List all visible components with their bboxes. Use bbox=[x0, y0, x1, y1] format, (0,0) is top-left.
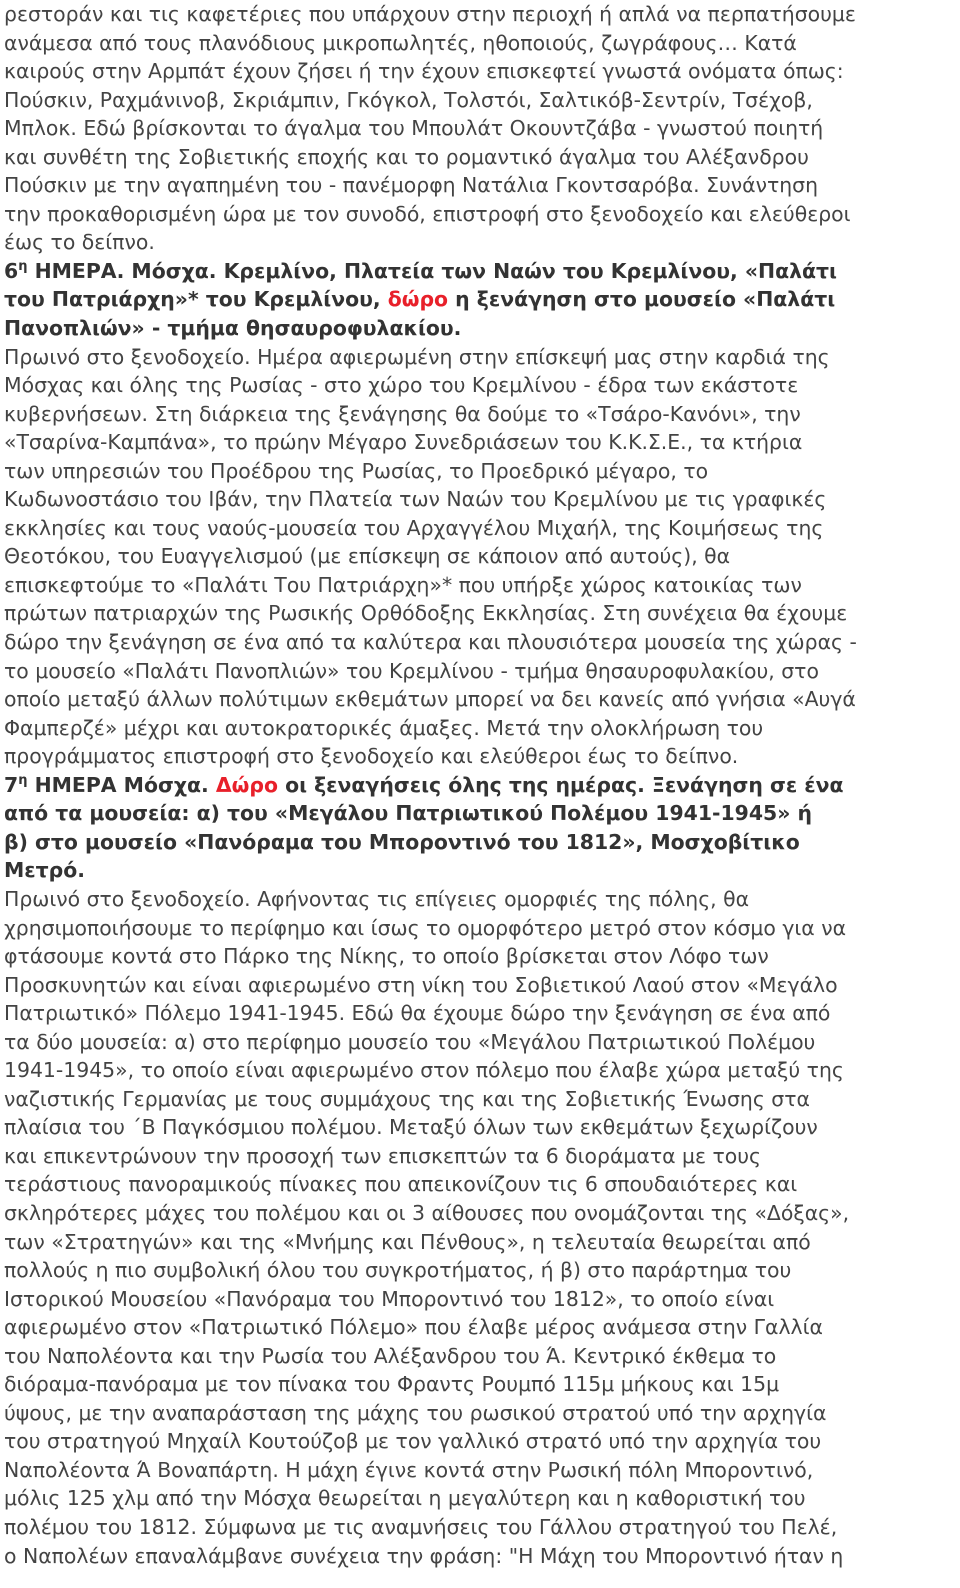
text-line: «Τσαρίνα-Καμπάνα», το πρώην Μέγαρο Συνεδριάσεων του Κ.Κ.Σ.Ε., τα κτήρια bbox=[4, 430, 803, 455]
text-line: σκληρότερες μάχες του πολέμου και οι 3 αίθουσες που ονομάζονται της «Δόξας», bbox=[4, 1200, 850, 1225]
document-page bbox=[4, 0, 954, 1570]
text-line: χρησιμοποιήσουμε το περίφημο και ίσως το ομορφότερο μετρό στον κόσμο για να bbox=[4, 915, 847, 940]
heading-text: η ξενάγηση στο μουσείο «Παλάτι bbox=[448, 287, 836, 312]
day-number: 6 bbox=[4, 258, 19, 283]
text-line: Προσκυνητών και είναι αφιερωμένο στη νίκη του Σοβιετικού Λαού στον «Μεγάλο bbox=[4, 972, 838, 997]
text-line: Πούσκιν με την αγαπημένη του - πανέμορφη Νατάλια Γκοντσαρόβα. Συνάντηση bbox=[4, 173, 819, 198]
text-line: Πατριωτικό» Πόλεμο 1941-1945. Εδώ θα έχουμε δώρο την ξενάγηση σε ένα από bbox=[4, 1001, 831, 1026]
gift-highlight: δώρο bbox=[387, 287, 449, 312]
text-line: Θεοτόκου, του Ευαγγελισμού (με επίσκεψη σε κάποιον από αυτούς), θα bbox=[4, 544, 731, 569]
text-line: του Ναπολέοντα και την Ρωσία του Αλέξανδρου του Ά. Κεντρικό έκθεμα το bbox=[4, 1343, 777, 1368]
text-line: έως το δείπνο. bbox=[4, 230, 155, 255]
text-line: πλαίσια του ΄Β Παγκόσμιου πολέμου. Μεταξύ όλων των εκθεμάτων ξεχωρίζουν bbox=[4, 1115, 818, 1140]
intro-paragraph bbox=[4, 0, 954, 257]
heading-text: Μετρό. bbox=[4, 858, 86, 883]
text-line: ρεστοράν και τις καφετέριες που υπάρχουν στην περιοχή ή απλά να περπατήσουμε bbox=[4, 2, 856, 26]
day-number: 7 bbox=[4, 772, 19, 797]
text-line: Πούσκιν, Ραχμάνινοβ, Σκριάμπιν, Γκόγκολ, Τολστόι, Σαλτικόβ-Σεντρίν, Τσέχοβ, bbox=[4, 87, 813, 112]
heading-text: ΗΜΕΡΑ. Μόσχα. Κρεμλίνο, Πλατεία των Ναών του Κρεμλίνου, «Παλάτι bbox=[27, 258, 837, 283]
heading-text: από τα μουσεία: α) του «Μεγάλου Πατριωτικού Πολέμου 1941-1945» ή bbox=[4, 801, 813, 826]
ordinal-suffix: η bbox=[18, 258, 28, 274]
text-line: και συνθέτη της Σοβιετικής εποχής και το ρομαντικό άγαλμα του Αλέξανδρου bbox=[4, 144, 809, 169]
text-line: πολλούς η πιο συμβολική όλου του συγκροτήματος, ή β) στο παράρτημα του bbox=[4, 1258, 792, 1283]
text-line: εκκλησίες και τους ναούς-μουσεία του Αρχαγγέλου Μιχαήλ, της Κοιμήσεως της bbox=[4, 515, 824, 540]
text-line: δώρο την ξενάγηση σε ένα από τα καλύτερα και πλουσιότερα μουσεία της χώρας - bbox=[4, 630, 857, 655]
text-line: Μόσχας και όλης της Ρωσίας - στο χώρο του Κρεμλίνου - έδρα των εκάστοτε bbox=[4, 373, 799, 398]
text-line: Κωδωνοστάσιο του Ιβάν, την Πλατεία των Ναών του Κρεμλίνου με τις γραφικές bbox=[4, 487, 827, 512]
text-line: και επικεντρώνουν την προσοχή των επισκεπτών τα 6 διοράματα με τους bbox=[4, 1143, 762, 1168]
text-line: πρώτων πατριαρχών της Ρωσικής Ορθόδοξης Εκκλησίας. Στη συνέχεια θα έχουμε bbox=[4, 601, 848, 626]
text-line: φτάσουμε κοντά στο Πάρκο της Νίκης, το οποίο βρίσκεται στον Λόφο των bbox=[4, 944, 769, 969]
day6-heading bbox=[4, 257, 954, 343]
text-line: Πρωινό στο ξενοδοχείο. Ημέρα αφιερωμένη στην επίσκεψή μας στην καρδιά της bbox=[4, 344, 830, 369]
text-line: το μουσείο «Παλάτι Πανοπλιών» του Κρεμλίνου - τμήμα θησαυροφυλακίου, στο bbox=[4, 658, 819, 683]
text-line: τα δύο μουσεία: α) στο περίφημο μουσείο του «Μεγάλου Πατριωτικού Πολέμου bbox=[4, 1029, 816, 1054]
text-line: του στρατηγού Μηχαίλ Κουτούζοβ με τον γαλλικό στρατό υπό την αρχηγία του bbox=[4, 1429, 822, 1454]
text-line: Ναπολέοντα Ά Βοναπάρτη. Η μάχη έγινε κοντά στην Ρωσική πόλη Μποροντινό, bbox=[4, 1457, 814, 1482]
text-line: μόλις 125 χλμ από την Μόσχα θεωρείται η μεγαλύτερη και η καθοριστική του bbox=[4, 1486, 806, 1511]
heading-text: ΗΜΕΡΑ Μόσχα. bbox=[27, 772, 216, 797]
text-line: διόραμα-πανόραμα με τον πίνακα του Φραντς Ρουμπό 115μ μήκους και 15μ bbox=[4, 1372, 780, 1397]
text-line: επισκεφτούμε το «Παλάτι Του Πατριάρχη»* που υπήρξε χώρος κατοικίας των bbox=[4, 572, 802, 597]
heading-text: του Πατριάρχη»* του Κρεμλίνου, bbox=[4, 287, 388, 312]
text-line: κυβερνήσεων. Στη διάρκεια της ξενάγησης θα δούμε το «Τσάρο-Κανόνι», την bbox=[4, 401, 801, 426]
text-line: αφιερωμένο στον «Πατριωτικό Πόλεμο» που έλαβε μέρος ανάμεσα στην Γαλλία bbox=[4, 1315, 823, 1340]
heading-text: οι ξεναγήσεις όλης της ημέρας. Ξενάγηση σε ένα bbox=[277, 772, 844, 797]
text-line: των υπηρεσιών του Προέδρου της Ρωσίας, το Προεδρικό μέγαρο, το bbox=[4, 458, 709, 483]
gift-highlight: Δώρο bbox=[215, 772, 278, 797]
text-line: ναζιστικής Γερμανίας με τους συμμάχους της και της Σοβιετικής Ένωσης στα bbox=[4, 1086, 810, 1111]
ordinal-suffix: η bbox=[18, 772, 28, 788]
text-line: καιρούς στην Αρμπάτ έχουν ζήσει ή την έχουν επισκεφτεί γνωστά ονόματα όπως: bbox=[4, 59, 844, 84]
heading-text: Πανοπλιών» - τμήμα θησαυροφυλακίου. bbox=[4, 316, 462, 341]
text-line: Ιστορικού Μουσείου «Πανόραμα του Μποροντινό του 1812», το οποίο είναι bbox=[4, 1286, 775, 1311]
text-line: των «Στρατηγών» και της «Μνήμης και Πένθους», η τελευταία θεωρείται από bbox=[4, 1229, 811, 1254]
text-line: Πρωινό στο ξενοδοχείο. Αφήνοντας τις επίγειες ομορφιές της πόλης, θα bbox=[4, 886, 750, 911]
text-line: Μπλοκ. Εδώ βρίσκονται το άγαλμα του Μπουλάτ Οκουντζάβα - γνωστού ποιητή bbox=[4, 116, 824, 141]
day6-body bbox=[4, 343, 954, 771]
day7-heading bbox=[4, 771, 954, 885]
text-line: οποίο μεταξύ άλλων πολύτιμων εκθεμάτων μπορεί να δει κανείς από γνήσια «Αυγά bbox=[4, 687, 856, 712]
text-line: την προκαθορισμένη ώρα με τον συνοδό, επιστροφή στο ξενοδοχείο και ελεύθεροι bbox=[4, 201, 851, 226]
heading-text: β) στο μουσείο «Πανόραμα του Μποροντινό του 1812», Μοσχοβίτικο bbox=[4, 829, 800, 854]
text-line: πολέμου του 1812. Σύμφωνα με τις αναμνήσεις του Γάλλου στρατηγού του Πελέ, bbox=[4, 1514, 838, 1539]
text-line: Φαμπερζέ» μέχρι και αυτοκρατορικές άμαξες. Μετά την ολοκλήρωση του bbox=[4, 715, 764, 740]
text-line: 1941-1945», το οποίο είναι αφιερωμένο στον πόλεμο που έλαβε χώρα μεταξύ της bbox=[4, 1058, 844, 1083]
text-line: τεράστιους πανοραμικούς πίνακες που απεικονίζουν τις 6 σπουδαιότερες και bbox=[4, 1172, 798, 1197]
day7-body bbox=[4, 885, 954, 1570]
text-line: ο Ναπολέων επαναλάμβανε συνέχεια την φράση: "Η Μάχη του Μποροντινό ήταν η bbox=[4, 1543, 844, 1568]
text-line: ανάμεσα από τους πλανόδιους μικροπωλητές, ηθοποιούς, ζωγράφους… Κατά bbox=[4, 30, 797, 55]
text-line: προγράμματος επιστροφή στο ξενοδοχείο και ελεύθεροι έως το δείπνο. bbox=[4, 744, 739, 769]
text-line: ύψους, με την αναπαράσταση της μάχης του ρωσικού στρατού υπό την αρχηγία bbox=[4, 1400, 827, 1425]
